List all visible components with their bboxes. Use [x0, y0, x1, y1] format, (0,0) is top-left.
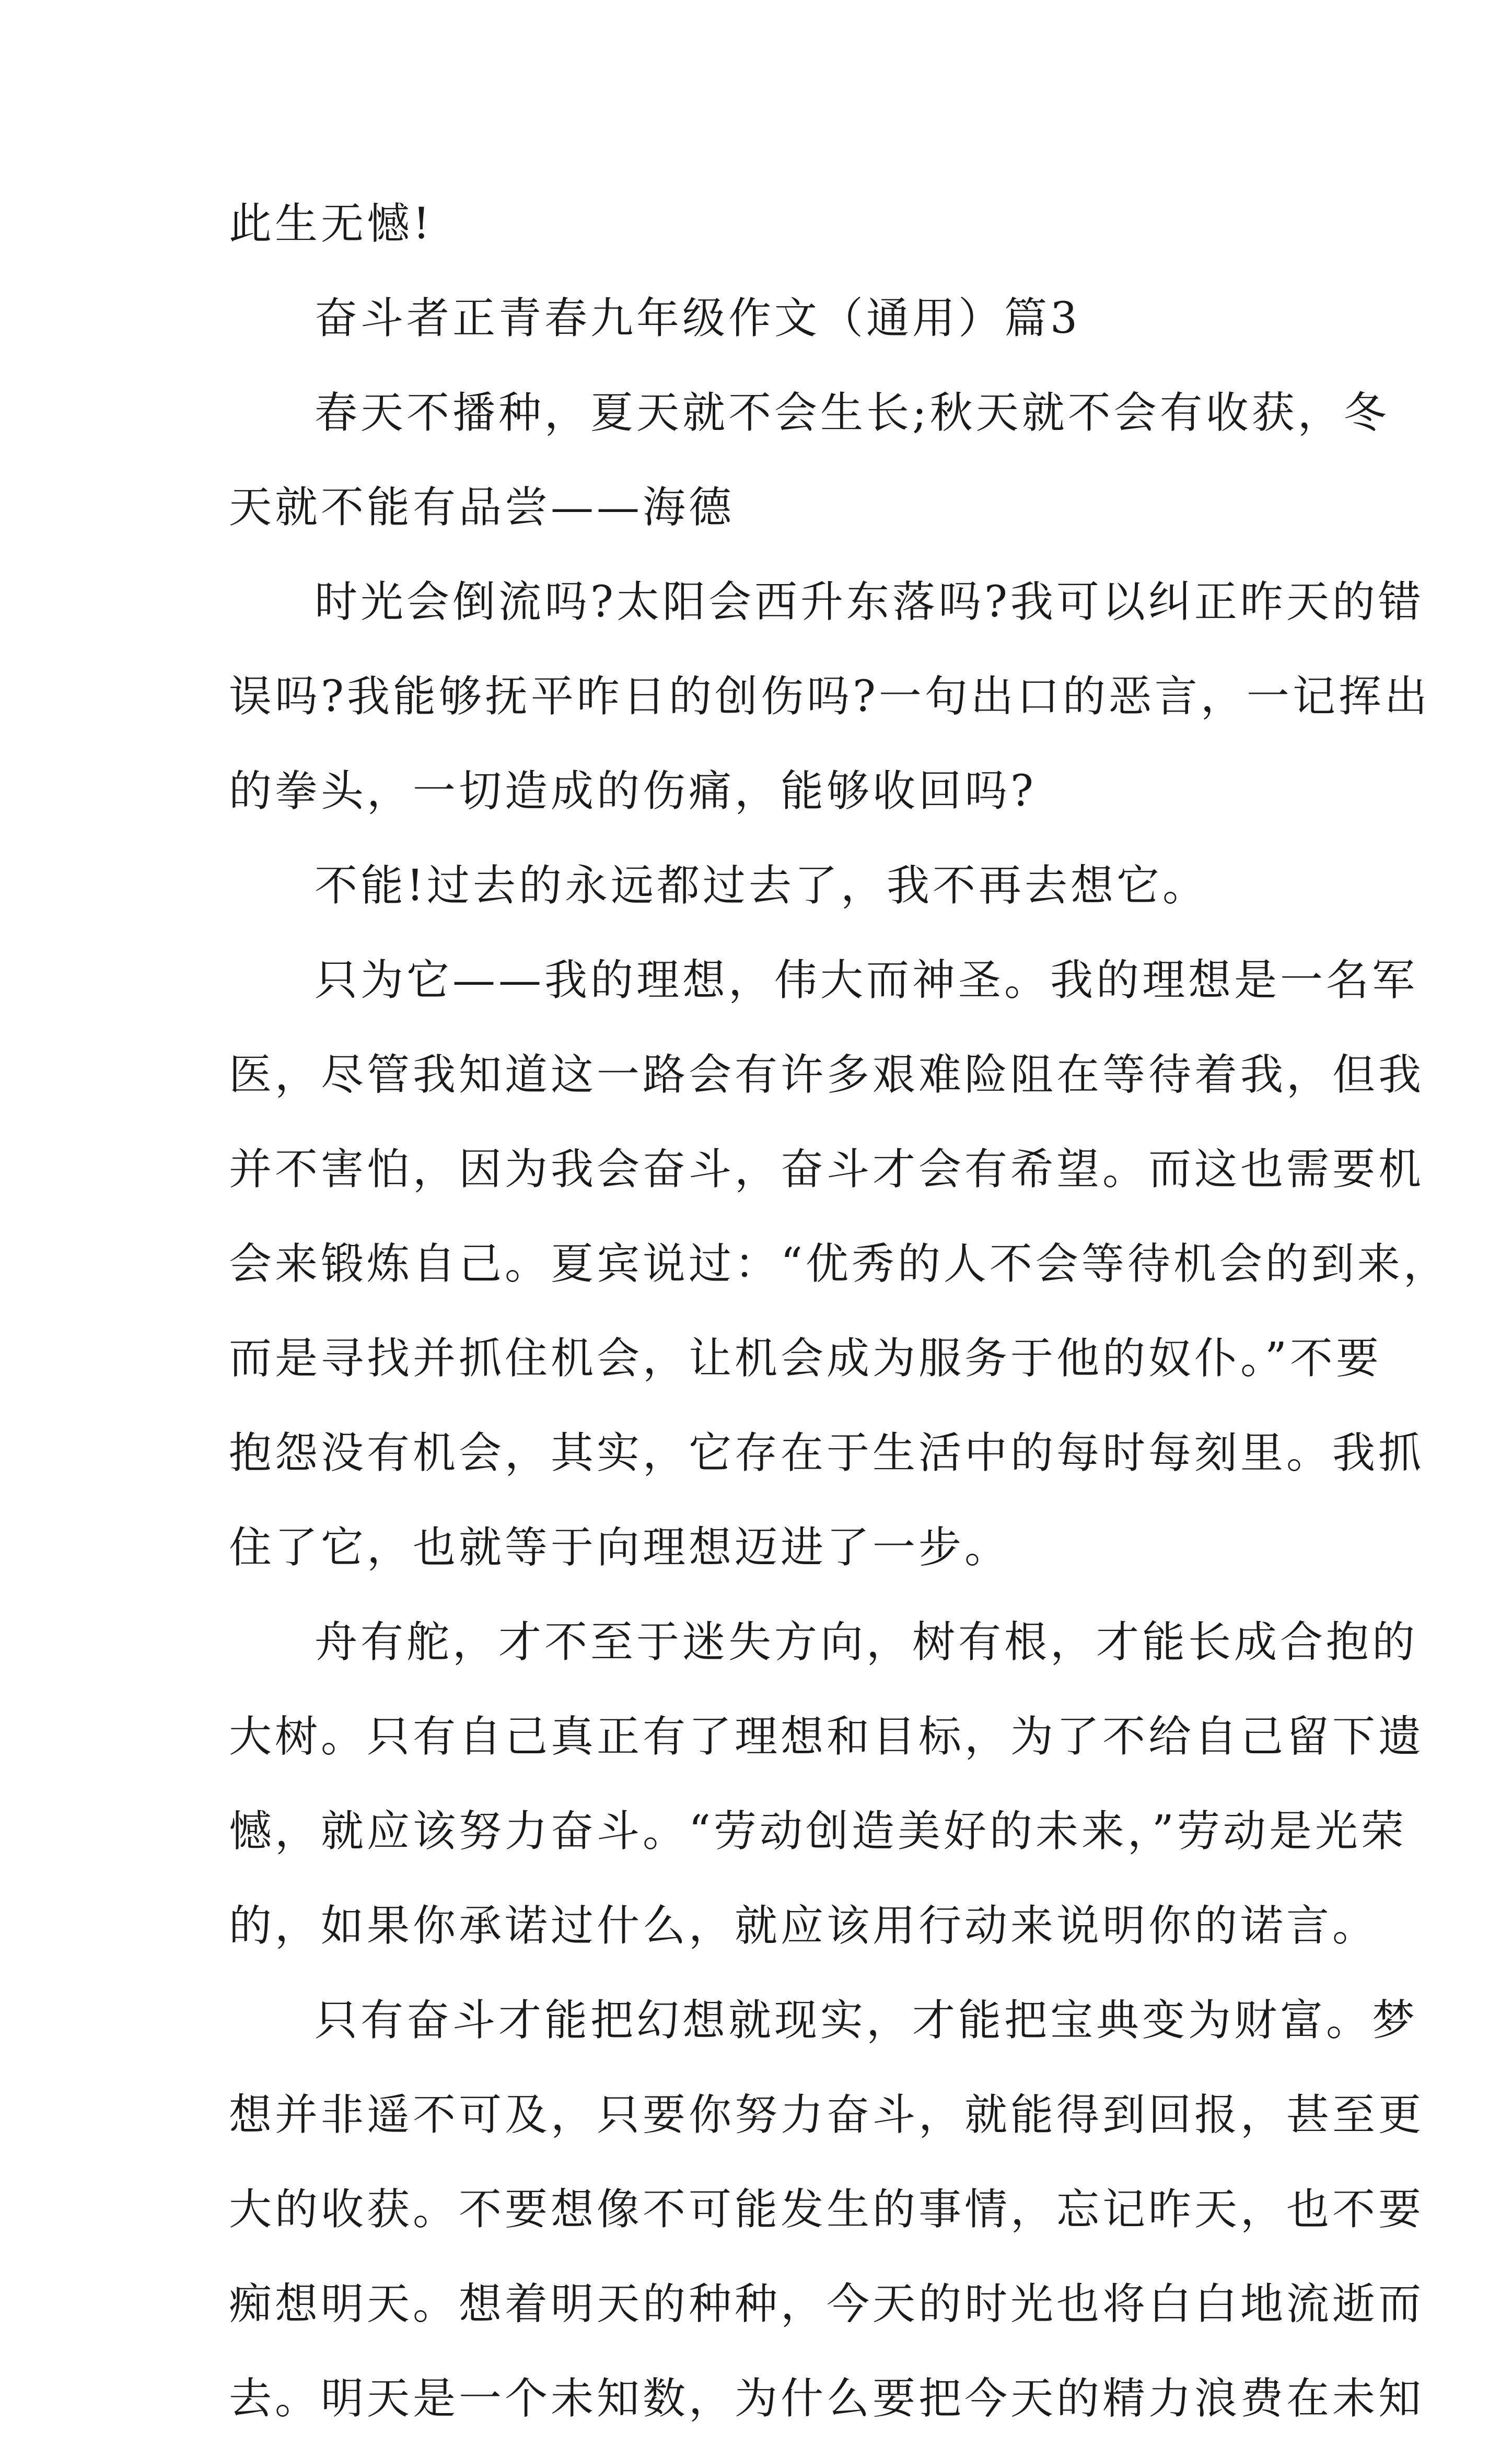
- text-line: 不能!过去的永远都过去了，我不再去想它。: [315, 861, 1208, 911]
- section-heading: 奋斗者正青春九年级作文（通用）篇3: [315, 294, 1081, 343]
- text-line: 舟有舵，才不至于迷失方向，树有根，才能长成合抱的: [315, 1617, 1418, 1667]
- text-line: 想并非遥不可及，只要你努力奋斗，就能得到回报，甚至更: [229, 2090, 1425, 2140]
- text-line: 时光会倒流吗?太阳会西升东落吗?我可以纠正昨天的错: [315, 577, 1424, 627]
- document-body: [229, 177, 1449, 2446]
- text-line: 而是寻找并抓住机会，让机会成为服务于他的奴仆。”不要: [229, 1334, 1382, 1383]
- text-line: 误吗?我能够抚平昨日的创伤吗?一句出口的恶言，一记挥出: [229, 672, 1430, 721]
- text-line: 天就不能有品尝——海德: [229, 483, 735, 532]
- text-line: 去。明天是一个未知数，为什么要把今天的精力浪费在未知: [229, 2374, 1425, 2424]
- text-line: 痴想明天。想着明天的种种，今天的时光也将白白地流逝而: [229, 2279, 1425, 2329]
- text-line: 的拳头，一切造成的伤痛，能够收回吗?: [229, 766, 1037, 816]
- text-line: 住了它，也就等于向理想迈进了一步。: [229, 1523, 1011, 1573]
- text-line: 并不害怕，因为我会奋斗，奋斗才会有希望。而这也需要机: [229, 1145, 1425, 1194]
- text-line: 只有奋斗才能把幻想就现实，才能把宝典变为财富。梦: [315, 1996, 1418, 2045]
- text-line: 春天不播种，夏天就不会生长;秋天就不会有收获，冬: [315, 388, 1390, 438]
- text-line: 大树。只有自己真正有了理想和目标，为了不给自己留下遗: [229, 1712, 1425, 1762]
- text-line: 大的收获。不要想像不可能发生的事情，忘记昨天，也不要: [229, 2185, 1425, 2234]
- text-line: 会来锻炼自己。夏宾说过：“优秀的人不会等待机会的到来，: [229, 1239, 1449, 1289]
- text-line: 抱怨没有机会，其实，它存在于生活中的每时每刻里。我抓: [229, 1428, 1425, 1478]
- text-line: 的，如果你承诺过什么，就应该用行动来说明你的诺言。: [229, 1901, 1379, 1951]
- text-line: 医，尽管我知道这一路会有许多艰难险阻在等待着我，但我: [229, 1050, 1425, 1100]
- text-line: 憾，就应该努力奋斗。“劳动创造美好的未来，”劳动是光荣: [229, 1807, 1407, 1856]
- text-line: 只为它——我的理想，伟大而神圣。我的理想是一名军: [315, 956, 1418, 1005]
- text-line: 此生无憾!: [229, 199, 433, 249]
